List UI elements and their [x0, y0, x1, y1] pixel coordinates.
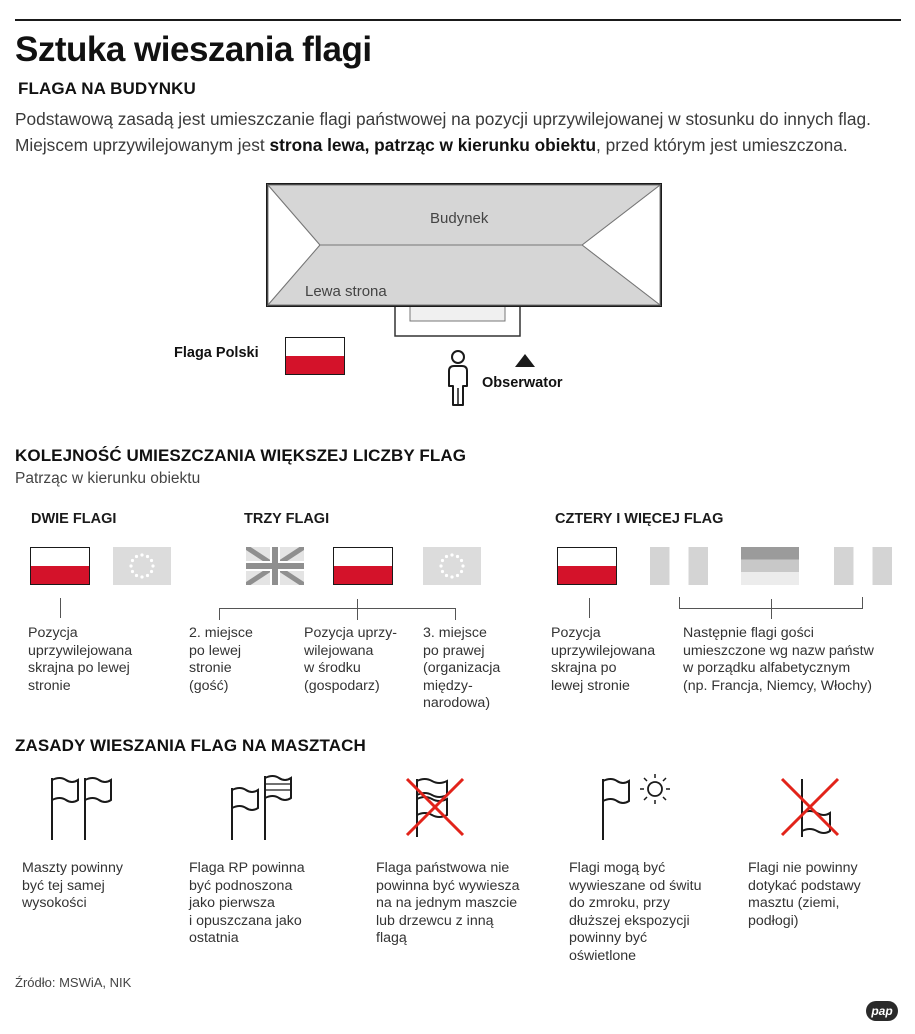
order-subheading: Patrząc w kierunku obiektu — [15, 470, 201, 487]
eu-star — [445, 555, 448, 558]
three-flags-bracket — [219, 608, 456, 609]
order-section-heading: KOLEJNOŚĆ UMIESZCZANIA WIĘKSZEJ LICZBY FLAG — [15, 446, 467, 465]
two-flags-pointer — [60, 598, 61, 618]
flag-poland-label: Flaga Polski — [174, 345, 259, 361]
daylight-flag-icon — [595, 765, 680, 843]
four-flags-pointer — [589, 598, 590, 618]
three-flags-caption-left: 2. miejsce po lewej stronie (gość) — [189, 625, 253, 694]
eu-star — [140, 553, 143, 556]
raise-first-icon — [225, 770, 300, 842]
intro-bold: strona lewa, patrząc w kierunku obiektu — [269, 135, 597, 155]
four-flags-caption-right: Następnie flagi gości umieszczone wg nazw państw w porządku alfabetycznym (np. Francja, Niemcy, Włochy) — [683, 625, 874, 694]
eu-star — [445, 574, 448, 577]
pap-logo: pap — [866, 1001, 898, 1021]
eu-star — [140, 575, 143, 578]
source-note: Źródło: MSWiA, NIK — [15, 975, 132, 990]
intro-text — [15, 106, 905, 158]
mast-rule-1: Maszty powinny być tej samej wysokości — [22, 860, 123, 912]
eu-star — [129, 564, 132, 567]
eu-star — [150, 570, 153, 573]
eu-star — [151, 564, 154, 567]
three-flags-heading: TRZY FLAGI — [244, 511, 330, 527]
four-flags-heading: CZTERY I WIĘCEJ FLAG — [555, 511, 724, 527]
eu-star — [146, 574, 149, 577]
eu-star — [146, 555, 149, 558]
flag-touching-ground-forbidden-icon — [780, 775, 845, 840]
mast-rule-4: Flagi mogą być wywieszane od świtu do zmroku, przy dłuższej ekspozycji powinny być oświetlone — [569, 860, 702, 964]
union-jack-icon — [246, 547, 304, 585]
direction-arrow-icon — [513, 353, 537, 369]
masts-section-heading: ZASADY WIESZANIA FLAG NA MASZTACH — [15, 736, 366, 755]
top-rule — [15, 19, 901, 21]
entrance-step — [410, 305, 505, 321]
eu-star — [461, 564, 464, 567]
two-flags-caption: Pozycja uprzywilejowana skrajna po lewej stronie — [28, 625, 133, 694]
equal-masts-icon — [45, 770, 120, 842]
eu-star — [131, 570, 134, 573]
observer-icon — [443, 348, 473, 410]
four-flags-guest-2 — [741, 547, 799, 585]
two-flags-eu — [113, 547, 171, 585]
eu-stars-icon — [113, 547, 171, 585]
two-flags-poland — [30, 547, 90, 585]
eu-star — [135, 555, 138, 558]
building-diagram — [260, 180, 670, 340]
left-side-label: Lewa strona — [305, 283, 387, 300]
building-section-heading: FLAGA NA BUDYNKU — [18, 79, 196, 98]
flag-poland — [285, 337, 345, 375]
four-flags-poland — [557, 547, 617, 585]
four-flags-guest-1 — [650, 547, 708, 585]
intro-line-2: Miejscem uprzywilejowanym jest strona lewa, patrząc w kierunku obiektu, przed którym jest umieszczona. — [15, 135, 848, 155]
eu-star — [450, 553, 453, 556]
mast-rule-2: Flaga RP powinna być podnoszona jako pierwsza i opuszczana jako ostatnia — [189, 860, 305, 947]
four-flags-guest-3 — [834, 547, 892, 585]
two-flags-heading: DWIE FLAGI — [31, 511, 117, 527]
eu-star — [460, 559, 463, 562]
intro-line-1: Podstawową zasadą jest umieszczanie flagi państwowej na pozycji uprzywilejowanej w stosunku do innych flag. — [15, 109, 871, 129]
eu-star — [439, 564, 442, 567]
three-flags-eu — [423, 547, 481, 585]
three-flags-caption-right: 3. miejsce po prawej (organizacja między- narodowa) — [423, 625, 501, 712]
eu-star — [460, 570, 463, 573]
observer-label: Obserwator — [482, 375, 563, 391]
eu-star — [150, 559, 153, 562]
eu-star — [456, 574, 459, 577]
three-flags-poland — [333, 547, 393, 585]
eu-star — [441, 559, 444, 562]
eu-star — [441, 570, 444, 573]
eu-star — [450, 575, 453, 578]
three-flags-caption-mid: Pozycja uprzy- wilejowana w środku (gospodarz) — [304, 625, 398, 694]
eu-star — [131, 559, 134, 562]
page-title: Sztuka wieszania flagi — [15, 30, 372, 69]
building-label: Budynek — [430, 210, 489, 227]
eu-star — [456, 555, 459, 558]
shared-mast-forbidden-icon — [405, 775, 470, 840]
eu-stars-icon — [423, 547, 481, 585]
eu-star — [135, 574, 138, 577]
mast-rule-5: Flagi nie powinny dotykać podstawy masztu (ziemi, podłogi) — [748, 860, 861, 929]
four-flags-caption-left: Pozycja uprzywilejowana skrajna po lewej stronie — [551, 625, 656, 694]
three-flags-uk — [246, 547, 304, 585]
mast-rule-3: Flaga państwowa nie powinna być wywiesza na na jednym maszcie lub drzewcu z inną flagą — [376, 860, 520, 947]
